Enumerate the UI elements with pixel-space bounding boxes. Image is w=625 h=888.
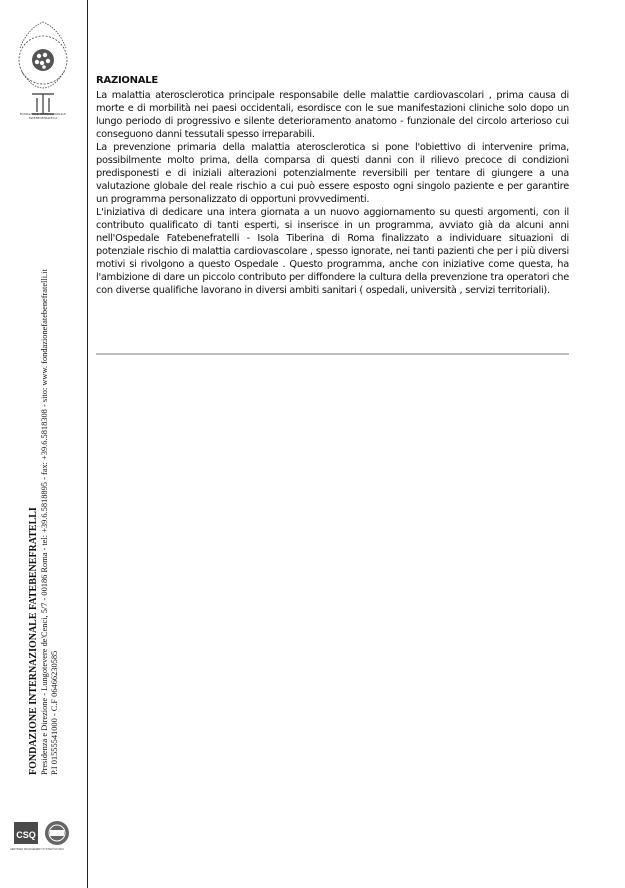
paragraph-3: L'iniziativa di dedicare una intera giornata a un nuovo aggiornamento su questi argomenti, con il contributo qualificato di tanti esperti, si inserisce in un programma, avviato già da alcuni anni nell'Ospedale Fatebenefratelli - Isola Tiberina di Roma finalizzato a individuare situazioni di potenziale rischio di malattia cardiovascolare , spesso ignorate, nei tanti pazienti che per i più diversi motivi si rivolgono a questo Ospedale . Questo programma, anche con iniziative come questa, ha l'ambizione di dare un piccolo contributo per diffondere la cultura della prevenzione tra operatori che con diverse qualifiche lavorano in diversi ambiti sanitari ( ospedali, università , servizi territoriali). xyxy=(96,207,569,296)
sidebar-rule xyxy=(87,0,88,888)
letterhead-vertical xyxy=(28,175,60,775)
paragraph-1: La malattia aterosclerotica principale responsabile delle malattie cardiovascolari , prima causa di morte e di morbilità nei paesi occidentali, esordisce con le sue manifestazioni cliniche solo dopo un lungo periodo di progressivo e silente deterioramento anatomo - funzionale del circolo arterioso cui conseguono danni tessutali spesso irreparabili. xyxy=(96,90,569,140)
section-heading: RAZIONALE xyxy=(96,75,158,86)
address-line: Presidenza e Direzione - Lungotevere de'Cenci, 5/7 - 00186 Roma - tel: +39.6.5818895 - fax: +39.6.5818308 - sito: www. fondazionefatebenefratelli.it xyxy=(40,269,49,775)
paragraph-2: La prevenzione primaria della malattia aterosclerotica si pone l'obiettivo di intervenire prima, possibilmente molto prima, della comparsa di questi danni con il rilievo precoce di condizioni predisponesti e di iniziali alterazioni potenzialmente reversibili per tentare di giungere a una valutazione globale del reale rischio a cui può essere esposto ogni singolo paziente e per garantire un programma personalizzato di opportuni provvedimenti. xyxy=(96,142,569,205)
cert-caption: CERTIFIED MANAGEMENT SYSTEM ISO 9001 xyxy=(10,848,64,851)
cert-label: CSQ xyxy=(16,830,36,840)
tax-line: P.I 01555541000 - C.F 06466230585 xyxy=(50,650,59,775)
org-name: FONDAZIONE INTERNAZIONALE FATEBENEFRATELLI xyxy=(28,507,39,775)
section-divider xyxy=(96,353,569,355)
foundation-logo xyxy=(10,8,76,126)
document-body xyxy=(96,74,569,297)
logo-caption: FONDAZIONE INTERNAZIONALE FATEBENEFRATELLI xyxy=(19,112,67,120)
